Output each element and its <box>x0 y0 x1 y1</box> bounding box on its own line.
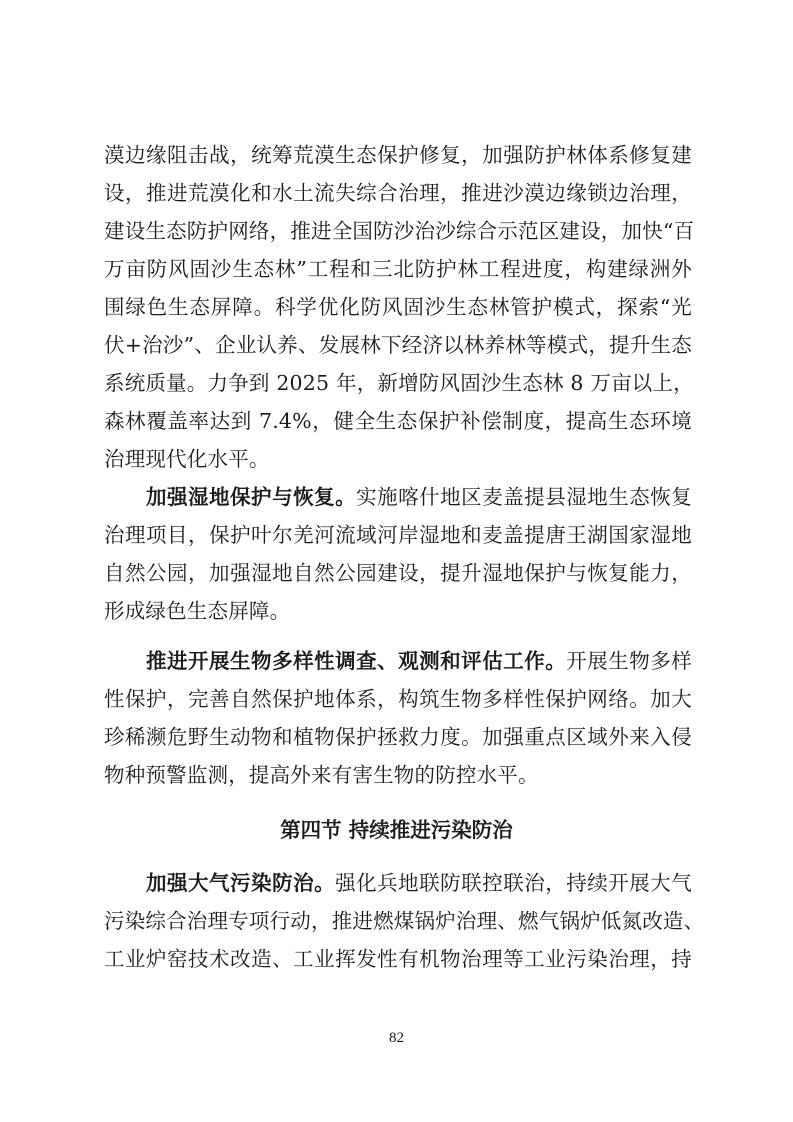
section-title: 第四节 持续推进污染防治 <box>280 818 513 842</box>
text-line: 治理现代化水平。 <box>104 447 270 471</box>
text-line: 设，推进荒漠化和水土流失综合治理，推进沙漠边缘锁边治理， <box>104 181 692 205</box>
text-line: 性保护，完善自然保护地体系，构筑生物多样性保护网络。加大 <box>104 687 692 711</box>
text-line: 形成绿色生态屏障。 <box>104 599 291 623</box>
paragraph-heading: 加强大气污染防治。 <box>146 871 336 895</box>
paragraph-heading: 推进开展生物多样性调查、观测和评估工作。 <box>146 649 567 673</box>
text-line: 建设生态防护网络，推进全国防沙治沙综合示范区建设，加快“百 <box>104 219 695 243</box>
paragraph-first-line <box>104 478 692 516</box>
text-span: 开展生物多样 <box>566 649 693 673</box>
paragraph-desertification <box>104 136 695 478</box>
paragraph-wetland <box>104 478 692 630</box>
paragraph-air-pollution <box>104 864 705 978</box>
text-line: 万亩防风固沙生态林”工程和三北防护林工程进度，构建绿洲外 <box>104 257 692 281</box>
paragraph-heading: 加强湿地保护与恢复。 <box>146 485 357 509</box>
text-line: 物种预警监测，提高外来有害生物的防控水平。 <box>104 763 539 787</box>
text-line: 珍稀濒危野生动物和植物保护拯救力度。加强重点区域外来入侵 <box>104 725 692 749</box>
text-line: 围绿色生态屏障。科学优化防风固沙生态林管护模式，探索“光 <box>104 295 692 319</box>
text-line: 自然公园，加强湿地自然公园建设，提升湿地保护与恢复能力， <box>104 561 692 585</box>
text-line: 森林覆盖率达到 7.4%，健全生态保护补偿制度，提高生态环境 <box>104 409 692 433</box>
text-line: 治理项目，保护叶尔羌河流域河岸湿地和麦盖提唐王湖国家湿地 <box>104 523 692 547</box>
text-span: 实施喀什地区麦盖提县湿地生态恢复 <box>356 485 693 509</box>
text-line: 污染综合治理专项行动，推进燃煤锅炉治理、燃气锅炉低氮改造、 <box>104 909 705 933</box>
text-line: 漠边缘阻击战，统筹荒漠生态保护修复，加强防护林体系修复建 <box>104 143 692 167</box>
paragraph-first-line <box>104 642 692 680</box>
text-span: 强化兵地联防联控联治，持续开展大气 <box>335 871 692 895</box>
text-line: 系统质量。力争到 2025 年，新增防风固沙生态林 8 万亩以上， <box>104 371 694 395</box>
page-number: 82 <box>389 1030 404 1046</box>
text-line: 工业炉窑技术改造、工业挥发性有机物治理等工业污染治理，持 <box>104 947 692 971</box>
paragraph-biodiversity <box>104 642 692 794</box>
text-line: 伏+治沙”、企业认养、发展林下经济以林养林等模式，提升生态 <box>104 333 692 357</box>
paragraph-first-line <box>104 864 692 902</box>
